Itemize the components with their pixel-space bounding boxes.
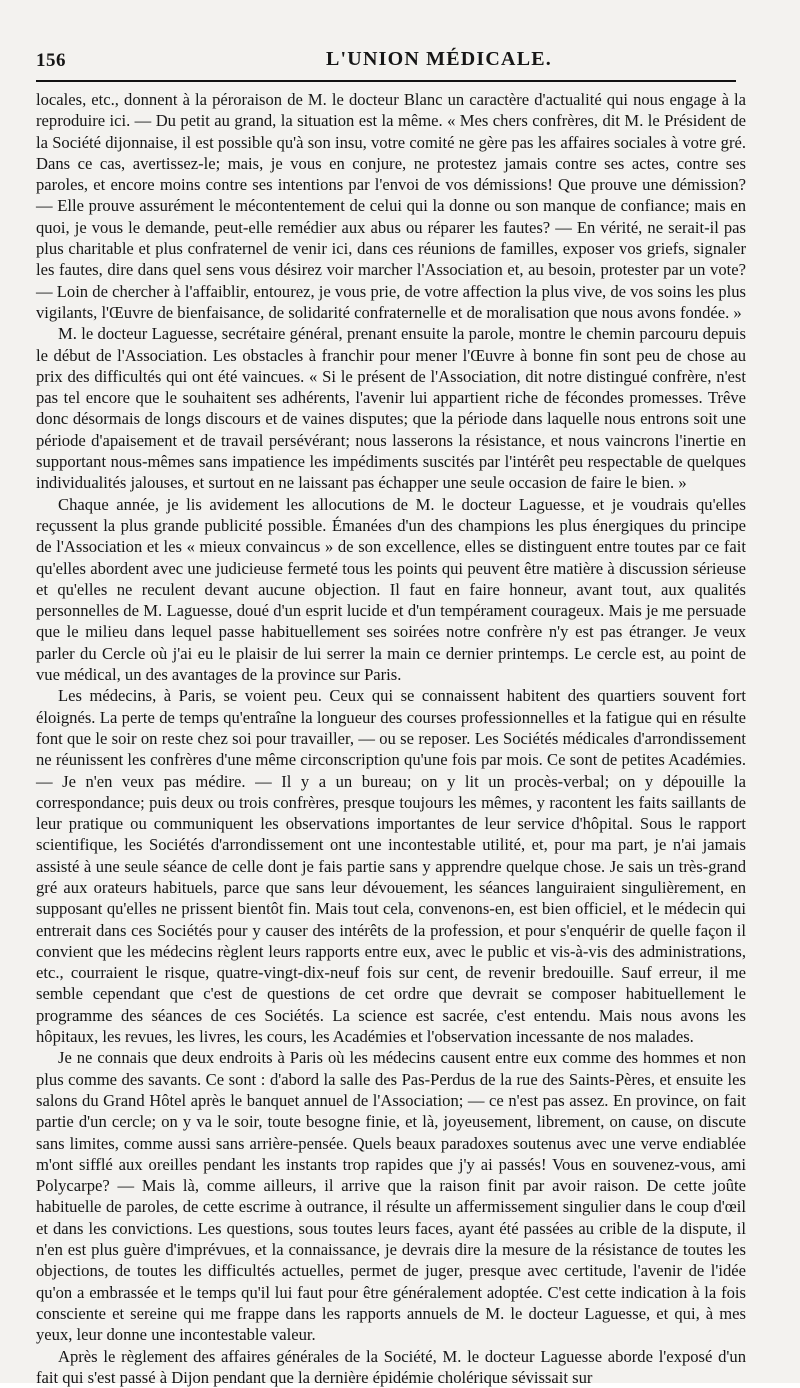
page-header [36,44,756,72]
paragraph-continuation: locales, etc., donnent à la péroraison de M. le docteur Blanc un caractère d'actualité qui nous engage à la reproduire ici. — Du petit au grand, la situation est la même. « Mes chers confrères, dit M. le Président de la Société dijonnaise, il est possible qu'à son insu, votre comité ne gère pas les affaires sociales à votre gré. Dans ce cas, avertissez-le; mais, je vous en conjure, ne protestez jamais contre ses actes, contre ses paroles, et encore moins contre ses intentions par l'envoi de vos démissions! Que prouve une démission? — Elle prouve assurément le mécontentement de celui qui la donne ou son manque de confiance; mais en quoi, je vous le demande, peut-elle remédier aux abus ou réparer les fautes? — En vérité, ne serait-il pas plus charitable et plus confraternel de venir ici, dans ces réunions de familles, exposer vos griefs, signaler les fautes, dire dans quel sens vous désirez voir marcher l'Association et, au besoin, protester par un vote? — Loin de chercher à l'affaiblir, entourez, je vous prie, de votre affection la plus vive, de vos soins les plus vigilants, l'Œuvre de bienfaisance, de solidarité confraternelle et de moralisation que nous avons fondée. » [36,90,746,322]
paragraph-laguesse-speech: M. le docteur Laguesse, secrétaire général, prenant ensuite la parole, montre le chemin parcouru depuis le début de l'Association. Les obstacles à franchir pour mener l'Œuvre à bonne fin sont peu de chose au prix des difficultés qui ont été vaincues. « Si le présent de l'Association, dit notre distingué confrère, n'est pas tel encore que le souhaitent ses adhérents, l'avenir lui appartient riche de fécondes promesses. Trêve donc désormais de longs discours et de vaines disputes; que la période dans laquelle nous entrons soit une période d'apaisement et de travail persévérant; nous lasserons la résistance, et nous vaincrons l'inertie en supportant nous-mêmes sans impatience les impédiments suscités par l'intérêt peu respectable de quelques individualités jalouses, et surtout en ne laissant pas échapper une seule occasion de faire le bien. » [36,324,746,493]
paragraph-dijon-fact: Après le règlement des affaires générales de la Société, M. le docteur Laguesse aborde l'exposé d'un fait qui s'est passé à Dijon pendant que la dernière épidémie cholérique sévissait sur [36,1346,746,1387]
article-body [36,89,746,1388]
journal-title: L'UNION MÉDICALE. [326,48,552,70]
paragraph-allocutions: Chaque année, je lis avidement les allocutions de M. le docteur Laguesse, et je voudrais qu'elles reçussent la plus grande publicité possible. Émanées d'un des champions les plus énergiques du principe de l'Association et les « mieux convaincus » de son excellence, elles se distinguent entre toutes par ce fait qu'elles abordent avec une judicieuse fermeté tous les points qui peuvent être matière à discussion sérieuse et qu'elles ne reculent devant aucune objection. Il faut en faire honneur, avant tout, aux qualités personnelles de M. Laguesse, doué d'un esprit lucide et d'un tempérament courageux. Mais je me persuade que le milieu dans lequel passe habituellement ses soirées notre confrère n'y est pas étranger. Je veux parler du Cercle où j'ai eu le plaisir de lui serrer la main ce dernier printemps. Le cercle est, au point de vue médical, un des avantages de la province sur Paris. [36,494,746,685]
page-number: 156 [36,50,66,71]
header-rule [36,80,736,82]
paragraph-meeting-places: Je ne connais que deux endroits à Paris où les médecins causent entre eux comme des hommes et non plus comme des savants. Ce sont : d'abord la salle des Pas-Perdus de la rue des Saints-Pères, et ensuite les salons du Grand Hôtel après le banquet annuel de l'Association; — ce n'est pas assez. En province, on fait partie d'un cercle; on y va le soir, toute besogne finie, et là, joyeusement, librement, on cause, on discute sans limites, comme aussi sans arrière-pensée. Quels beaux paradoxes soutenus avec une verve endiablée m'ont sifflé aux oreilles pendant les instants trop rapides que j'y ai passés! Vous en souvenez-vous, ami Polycarpe? — Mais là, comme ailleurs, il arrive que la raison finit par avoir raison. De cette joûte habituelle de paroles, de cette escrime à outrance, il résulte un affermissement singulier dans le coup d'œil et dans les convictions. Les questions, sous toutes leurs faces, ayant été passées au crible de la dispute, il n'en est plus guère d'imprévues, et la connaissance, je devrais dire la mesure de la résistance de toutes les objections, de toutes les difficultés actuelles, permet de juger, presque avec certitude, l'avenir de l'idée qu'on a embrassée et le temps qu'il lui faut pour être généralement adoptée. C'est cette indication à la fois consciente et sereine qui me frappe dans les rapports annuels de M. le docteur Laguesse, et qui, à mes yeux, leur donne une incontestable valeur. [36,1048,746,1345]
paragraph-paris-physicians: Les médecins, à Paris, se voient peu. Ceux qui se connaissent habitent des quartiers souvent fort éloignés. La perte de temps qu'entraîne la longueur des courses professionnelles et la fatigue qui en résulte font que le soir on reste chez soi pour travailler, — ou se reposer. Les Sociétés médicales d'arrondissement ne réunissent les confrères d'une même circonscription qu'une fois par mois. Ce sont de petites Académies. — Je n'en veux pas médire. — Il y a un bureau; on y lit un procès-verbal; on y dépouille la correspondance; puis deux ou trois confrères, presque toujours les mêmes, y racontent les faits saillants de leur pratique ou communiquent les observations importantes de leur service d'hôpital. Sous le rapport scientifique, les Sociétés d'arrondissement ont une incontestable utilité, et, pour ma part, je n'ai jamais assisté à une seule séance de celle dont je fais partie sans y apprendre quelque chose. Je sais un très-grand gré aux orateurs habituels, parce que sans leur dévouement, les séances languiraient singulièrement, en supposant qu'elles ne prissent bientôt fin. Mais tout cela, convenons-en, est bien officiel, et le médecin qui entrerait dans ces Sociétés pour y causer des intérêts de la profession, et pour s'enquérir de quelle façon il convient que les médecins règlent leurs rapports entre eux, avec le public et vis-à-vis des administrations, etc., courraient le risque, quatre-vingt-dix-neuf fois sur cent, de revenir bredouille. Sauf erreur, il me semble cependant que c'est de questions de cet ordre que devrait se composer habituellement le programme des séances de ces Sociétés. La science est sacrée, c'est entendu. Mais nous avons les hôpitaux, les revues, les livres, les cours, les Académies et l'observation incessante de nos malades. [36,686,746,1047]
